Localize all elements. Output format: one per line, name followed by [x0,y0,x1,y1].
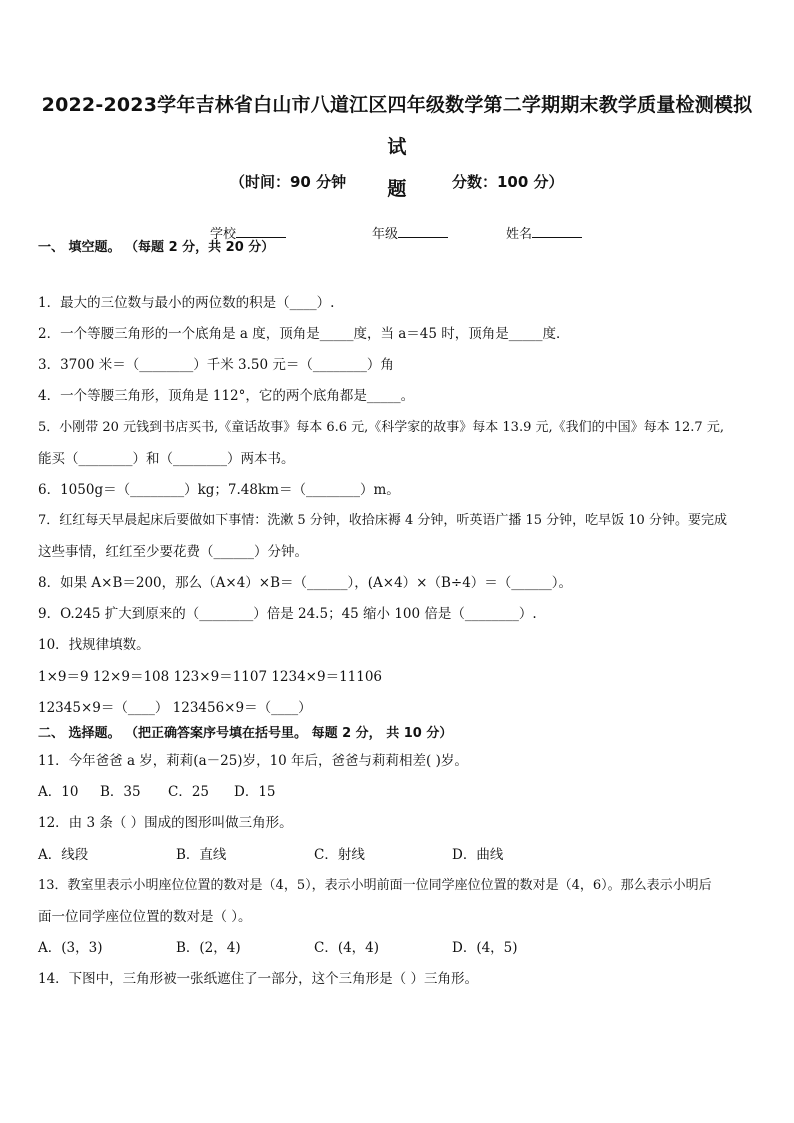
title-line-2: 题 [387,178,407,200]
section-heading-fill-in: 一、 填空题。 （每题 2 分，共 20 分） [38,240,275,255]
question-6: 6．1050g＝（________）kg；7.48km＝（________）m。 [38,482,400,498]
time-limit: （时间：90 分钟 [230,173,347,191]
q12-option-c[interactable]: C．射线 [314,847,365,863]
question-3: 3．3700 米＝（________）千米 3.50 元＝（________）角 [38,357,394,373]
question-14: 14．下图中，三角形被一张纸遮住了一部分，这个三角形是（ ）三角形。 [38,971,478,987]
question-13-line-1: 13．教室里表示小明座位位置的数对是（4，5），表示小明前面一位同学座位位置的数对是（4，6）。那么表示小明后 [38,878,712,893]
question-9: 9．O.245 扩大到原来的（________）倍是 24.5；45 缩小 100 倍是（________）. [38,606,537,622]
total-score: 分数：100 分） [452,173,564,191]
q11-option-b[interactable]: B．35 [100,784,141,800]
question-11: 11．今年爸爸 a 岁，莉莉(a－25)岁，10 年后，爸爸与莉莉相差( )岁。 [38,753,468,769]
question-1: 1．最大的三位数与最小的两位数的积是（____）. [38,295,335,311]
question-4: 4．一个等腰三角形，顶角是 112°，它的两个底角都是_____。 [38,388,415,404]
title-line-1: 2022-2023学年吉林省白山市八道江区四年级数学第二学期期末教学质量检测模拟试 [41,94,753,158]
q11-option-d[interactable]: D．15 [234,784,276,800]
q12-option-a[interactable]: A．线段 [38,847,89,863]
grade-field [372,223,398,242]
exam-meta [0,171,794,193]
question-10-pattern: 1×9＝9 12×9＝108 123×9＝1107 1234×9＝11106 [38,669,383,685]
section-heading-choice: 二、 选择题。 （把正确答案序号填在括号里。 每题 2 分， 共 10 分） [38,726,453,741]
q13-option-a[interactable]: A．(3，3) [38,940,103,956]
q13-option-b[interactable]: B．(2，4) [176,940,241,956]
question-12: 12．由 3 条（ ）围成的图形叫做三角形。 [38,815,293,831]
grade-label: 年级 [372,227,399,242]
q11-option-c[interactable]: C．25 [168,784,210,800]
question-10: 10．找规律填数。 [38,637,150,653]
q12-option-b[interactable]: B．直线 [176,847,227,863]
question-10-blanks: 12345×9＝（____） 123456×9＝（____） [38,700,312,716]
question-7-line-1: 7．红红每天早晨起床后要做如下事情：洗漱 5 分钟，收拾床褥 4 分钟，听英语广播 15 分钟，吃早饭 10 分钟。要完成 [38,513,727,528]
q12-option-d[interactable]: D．曲线 [452,847,504,863]
question-2: 2．一个等腰三角形的一个底角是 a 度，顶角是_____度，当 a＝45 时，顶角是_____度． [38,326,570,342]
question-5-line-1: 5．小刚带 20 元钱到书店买书,《童话故事》每本 6.6 元,《科学家的故事》每本 13.9 元,《我们的中国》每本 12.7 元, [38,420,724,435]
question-13-line-2: 面一位同学座位位置的数对是（ ）。 [38,909,252,925]
name-label: 姓名 [506,227,533,242]
question-8: 8．如果 A×B＝200，那么（A×4）×B＝（______），(A×4）×（B÷4）＝（______）。 [38,575,573,591]
school-label: 学校 [210,227,237,242]
name-field [506,223,532,242]
grade-blank [398,223,448,238]
question-5-line-2: 能买（________）和（________）两本书。 [38,451,295,467]
q13-option-d[interactable]: D．(4，5) [452,940,518,956]
q11-option-a[interactable]: A．10 [38,784,79,800]
question-7-line-2: 这些事情，红红至少要花费（______）分钟。 [38,544,308,560]
q13-option-c[interactable]: C．(4，4) [314,940,380,956]
name-blank [532,223,582,238]
